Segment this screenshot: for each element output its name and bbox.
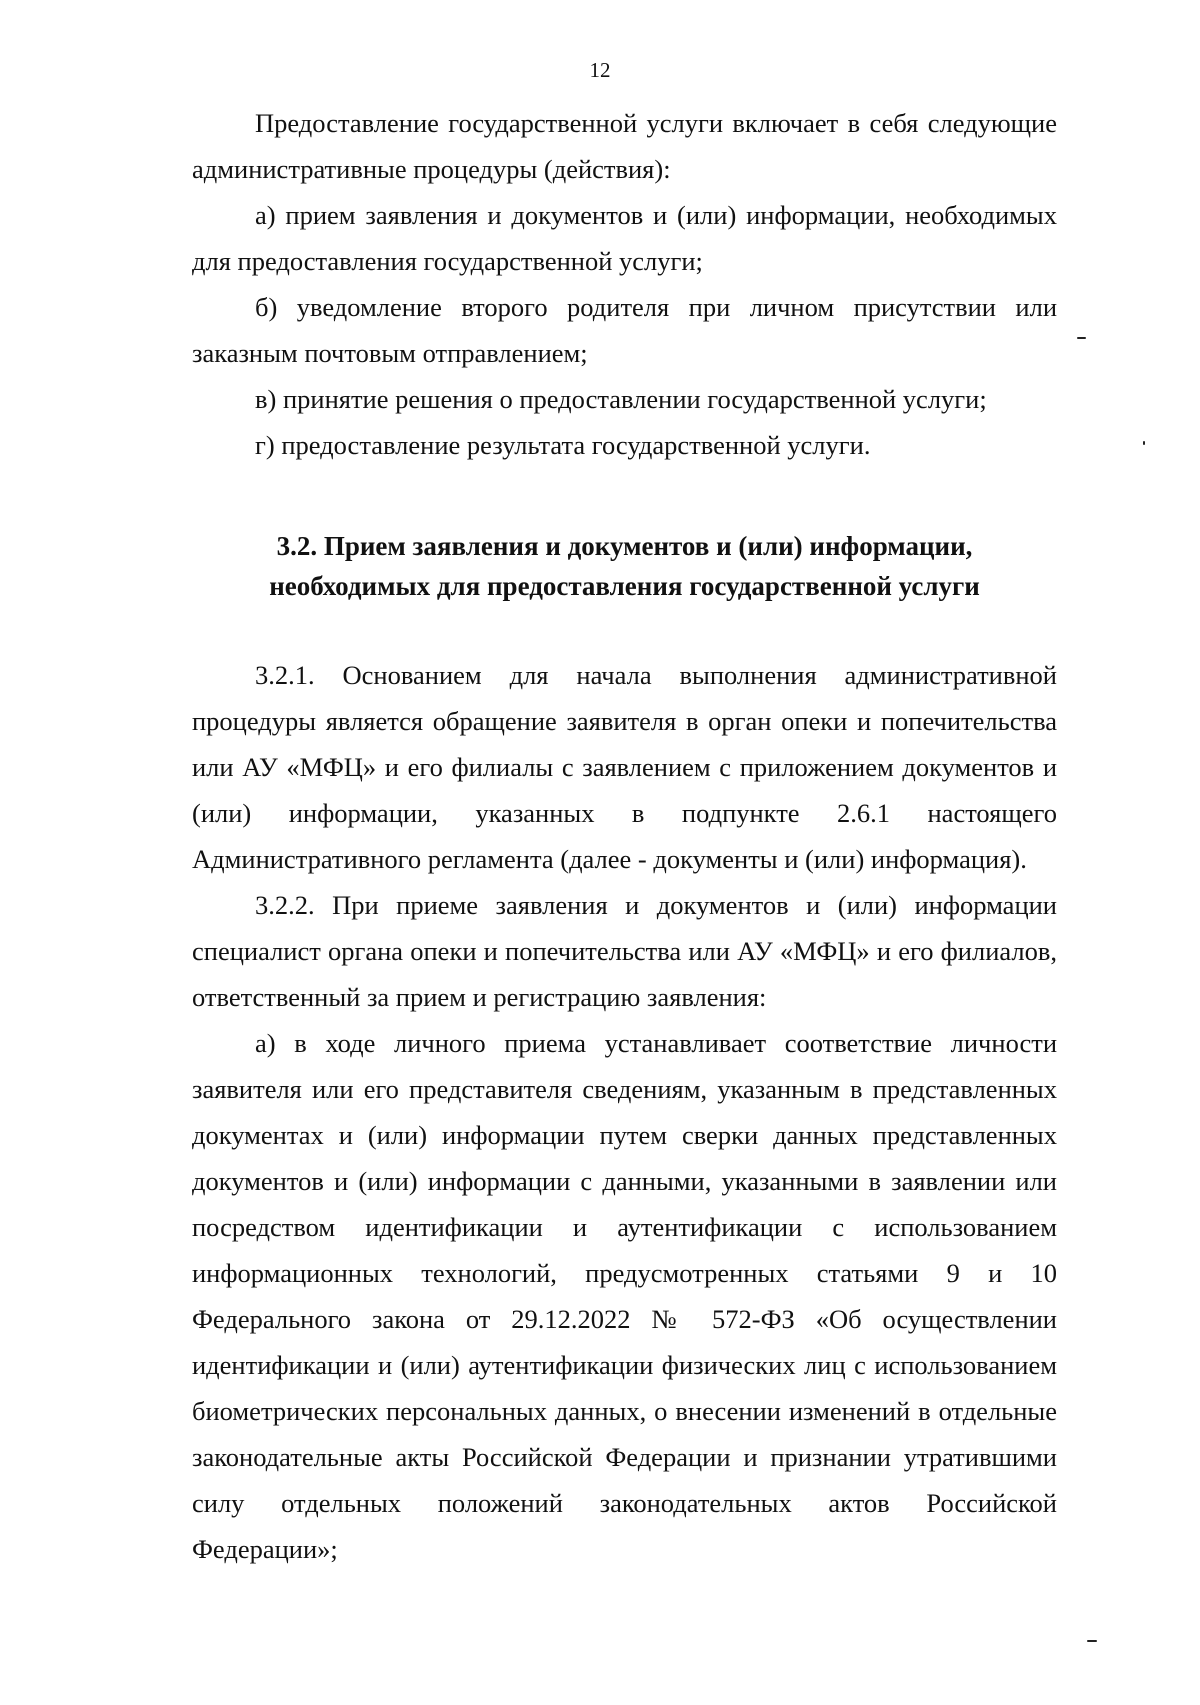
paragraph-3-2-2-a: а) в ходе личного приема устанавливает соответствие личности заявителя или его представителя сведениям, указанным в представленных документах и (или) информации путем сверки данных представленных документов и (или) информации с данными, указанными в заявлении или посредством идентификации и аутентификации с использованием информационных технологий, предусмотренных статьями 9 и 10 Федерального закона от 29.12.2022 № 572-ФЗ «Об осуществлении идентификации и (или) аутентификации физических лиц с использованием биометрических персональных данных, о внесении изменений в отдельные законодательные акты Российской Федерации и признании утратившими силу отдельных положений законодательных актов Российской Федерации»; — [192, 1028, 1057, 1564]
section-heading — [192, 526, 1057, 606]
section-heading-line-2: необходимых для предоставления государственной услуги — [269, 571, 980, 601]
page-number: 12 — [589, 58, 611, 82]
scan-speck — [1087, 1640, 1097, 1642]
list-item-b: б) уведомление второго родителя при личном присутствии или заказным почтовым отправлением; — [192, 292, 1057, 368]
list-item-g: г) предоставление результата государственной услуги. — [255, 430, 871, 460]
intro-paragraph: Предоставление государственной услуги включает в себя следующие административные процедуры (действия): — [192, 108, 1057, 184]
section-heading-line-1: 3.2. Прием заявления и документов и (или) информации, — [276, 531, 973, 561]
paragraph-3-2-1: 3.2.1. Основанием для начала выполнения административной процедуры является обращение заявителя в орган опеки и попечительства или АУ «МФЦ» и его филиалы с заявлением с приложением документов и (или) информации, указанных в подпункте 2.6.1 настоящего Административного регламента (далее - документы и (или) информация). — [192, 660, 1057, 874]
list-item-v: в) принятие решения о предоставлении государственной услуги; — [255, 384, 987, 414]
scan-speck — [1143, 441, 1145, 445]
list-item-a: а) прием заявления и документов и (или) информации, необходимых для предоставления государственной услуги; — [192, 200, 1057, 276]
paragraph-3-2-2: 3.2.2. При приеме заявления и документов и (или) информации специалист органа опеки и попечительства или АУ «МФЦ» и его филиалов, ответственный за прием и регистрацию заявления: — [192, 890, 1057, 1012]
document-body — [192, 100, 1057, 1572]
scan-speck — [1077, 337, 1086, 339]
